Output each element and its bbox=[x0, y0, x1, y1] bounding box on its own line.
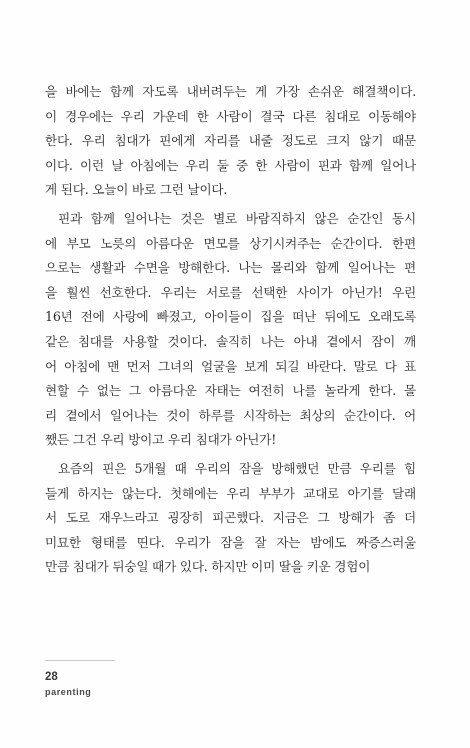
page-footer bbox=[45, 660, 165, 699]
text-line: 어 아침에 맨 먼저 그녀의 얼굴을 보게 되길 바란다. 말로 다 표 bbox=[45, 358, 416, 374]
text-line: 이다. 이런 날 아침에는 우리 둘 중 한 사람이 핀과 함께 일어나 bbox=[45, 157, 416, 173]
paragraph bbox=[45, 80, 416, 203]
text-line: 요즘의 핀은 5개월 때 우리의 잠을 방해했던 만큼 우리를 힘 bbox=[58, 460, 416, 476]
text-line: 만큼 침대가 뒤숭일 때가 있다. 하지만 이미 딸을 키운 경험이 bbox=[45, 559, 371, 575]
text-line: 서 도로 재우느라고 굉장히 피곤했다. 지금은 그 방해가 좀 더 bbox=[45, 510, 416, 526]
paragraph bbox=[45, 457, 416, 580]
text-line: 이 경우에는 우리 가운데 한 사람이 결국 다른 침대로 이동해야 bbox=[45, 108, 416, 124]
paragraph bbox=[45, 207, 416, 453]
footer-rule bbox=[45, 660, 115, 661]
text-line: 같은 침대를 사용할 것이다. 솔직히 나는 아내 곁에서 잠이 깨 bbox=[45, 333, 416, 349]
text-line: 쨌든 그건 우리 방이고 우리 침대가 아닌가! bbox=[45, 432, 277, 448]
text-line: 16년 전에 사랑에 빠졌고, 아이들이 집을 떠난 뒤에도 오래도록 bbox=[45, 309, 416, 325]
text-line: 핀과 함께 일어나는 것은 별로 바람직하지 않은 순간인 동시 bbox=[58, 210, 416, 226]
text-line: 을 바에는 함께 자도록 내버려두는 게 가장 손쉬운 해결책이다. bbox=[45, 84, 416, 99]
text-line: 으로는 생활과 수면을 방해한다. 나는 몰리와 함께 일어나는 편 bbox=[45, 260, 416, 276]
text-line: 현할 수 없는 그 아름다운 자태는 여전히 나를 놀라게 한다. 몰 bbox=[45, 383, 416, 399]
text-line: 리 곁에서 일어나는 것이 하루를 시작하는 최상의 순간이다. 어 bbox=[45, 407, 416, 423]
text-line: 게 된다. 오늘이 바로 그런 날이다. bbox=[45, 182, 228, 198]
body-text bbox=[45, 80, 416, 580]
text-line: 미묘한 형태를 띤다. 우리가 잠을 잘 자는 밤에도 짜증스러울 bbox=[45, 534, 416, 550]
page-number: 28 bbox=[45, 671, 58, 683]
text-line: 한다. 우리 침대가 핀에게 자리를 내줄 정도로 크지 않기 때문 bbox=[45, 133, 416, 149]
text-line: 들게 하지는 않는다. 첫해에는 우리 부부가 교대로 아기를 달래 bbox=[45, 485, 416, 501]
text-line: 에 부모 노릇의 아름다운 면모를 상기시켜주는 순간이다. 한편 bbox=[45, 235, 416, 251]
text-line: 을 훨씬 선호한다. 우리는 서로를 선택한 사이가 아닌가! 우린 bbox=[45, 284, 416, 300]
running-title: parenting bbox=[45, 687, 92, 697]
